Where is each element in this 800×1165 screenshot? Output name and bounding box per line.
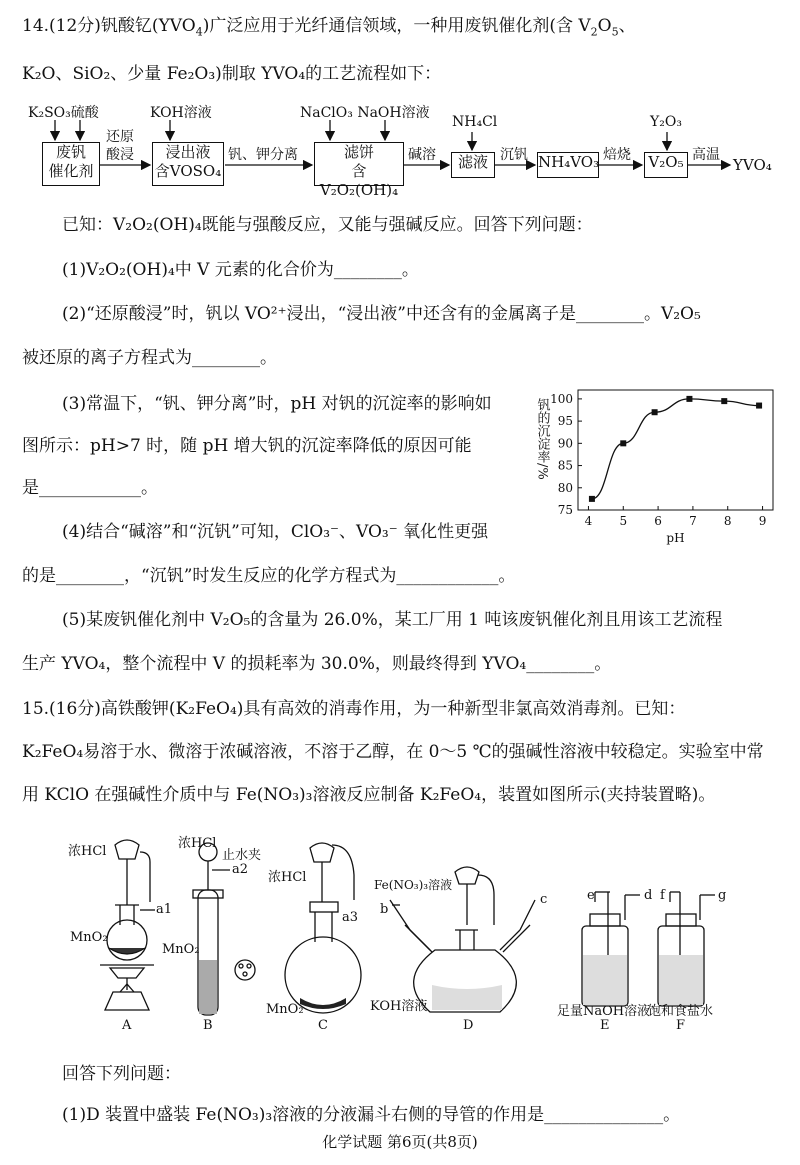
label-c-mno2: MnO₂ — [266, 1002, 304, 1017]
x-tick-label: 8 — [723, 514, 732, 528]
page-footer: 化学试题 第6页(共8页) — [322, 1133, 478, 1151]
label-b-clamp: 止水夹 — [222, 848, 262, 863]
apparatus-figure — [60, 830, 760, 1035]
x-tick-label: 4 — [584, 514, 593, 528]
q14-part4-line2: 的是________，“沉钒”时发生反应的化学方程式为____________。 — [22, 566, 516, 586]
label-d-fe: Fe(NO₃)₃溶液 — [374, 878, 453, 892]
y-tick-label: 90 — [557, 436, 573, 451]
q14-header: 14.(12分)钒酸钇$(YVO_4)$广泛应用于光纤通信领域，一种用废钒催化剂(含 $V_2O_5$、 — [22, 16, 636, 39]
y-tick-label: 75 — [557, 503, 573, 517]
flow-op-alkali: 碱溶 — [408, 147, 436, 163]
data-point — [721, 398, 727, 404]
label-a-mno2: MnO₂ — [70, 930, 108, 945]
flow-input-k2so3: K₂SO₃硫酸 — [28, 105, 99, 121]
process-flow-diagram — [0, 100, 800, 200]
flow-box-leachate: 浸出液 含VOSO₄ — [152, 142, 224, 186]
x-axis-label: pH — [666, 531, 685, 545]
q14-part1: (1)V₂O₂(OH)₄中 V 元素的化合价为________。 — [62, 260, 419, 280]
q15-line1: 15.(16分)高铁酸钾(K₂FeO₄)具有高效的消毒作用，为一种新型非氯高效消毒剂。已知： — [22, 699, 686, 719]
label-c-a3: a3 — [342, 910, 359, 925]
flow-op-high-temp: 高温 — [692, 147, 720, 163]
flow-box-v2o5: V₂O₅ — [644, 152, 688, 178]
label-a: A — [122, 1018, 132, 1033]
label-f-f: f — [660, 888, 665, 903]
label-e: E — [600, 1018, 610, 1033]
flow-box-nh4vo3: NH₄VO₃ — [537, 152, 599, 178]
x-tick-label: 7 — [689, 514, 697, 528]
data-point — [756, 403, 762, 409]
flow-box-filter-cake: 滤饼 含V₂O₂(OH)₄ — [314, 142, 404, 186]
label-a-hcl: 浓HCl — [68, 844, 107, 859]
data-point — [589, 496, 595, 502]
q15-part1: (1)D 装置中盛装 Fe(NO₃)₃溶液的分液漏斗右侧的导管的作用是______________。 — [62, 1105, 681, 1125]
apparatus-f — [658, 892, 715, 1006]
x-tick-label: 5 — [619, 514, 628, 528]
ph-precipitation-chart — [528, 382, 788, 547]
q14-part5-line1: (5)某废钒催化剂中 V₂O₅的含量为 26.0%，某工厂用 1 吨该废钒催化剂且用该工艺流程 — [62, 610, 723, 630]
chart-frame — [578, 390, 773, 510]
label-c: C — [318, 1018, 328, 1033]
flow-output-yvo4: YVO₄ — [733, 156, 772, 174]
label-c-hcl: 浓HCl — [268, 870, 307, 885]
label-b: B — [203, 1018, 213, 1033]
q14-line2: K₂O、SiO₂、少量 Fe₂O₃)制取 YVO₄的工艺流程如下： — [22, 64, 442, 84]
flow-op-separate: 钒、钾分离 — [228, 147, 298, 163]
flow-op-reduce: 还原 — [106, 129, 134, 145]
flow-op-roast: 焙烧 — [603, 147, 631, 163]
apparatus-e — [582, 892, 640, 1006]
q15-line3: 用 KClO 在强碱性介质中与 Fe(NO₃)₃溶液反应制备 K₂FeO₄，装置如图所示(夹持装置略)。 — [22, 785, 716, 805]
label-e-caption: 足量NaOH溶液 — [557, 1004, 651, 1019]
label-d-c: c — [540, 892, 548, 907]
q15-answer-intro: 回答下列问题： — [62, 1064, 181, 1084]
y-tick-label: 80 — [557, 480, 573, 495]
y-tick-label: 85 — [557, 458, 573, 473]
q14-part3-line2: 图所示：pH>7 时，随 pH 增大钒的沉淀率降低的原因可能 — [22, 436, 472, 456]
label-f: F — [676, 1018, 686, 1033]
q14-part3-line1: (3)常温下，“钒、钾分离”时，pH 对钒的沉淀率的影响如 — [62, 394, 492, 414]
label-f-caption: 饱和食盐水 — [648, 1004, 714, 1019]
label-b-hcl: 浓HCl — [178, 836, 217, 851]
q14-part2-line2: 被还原的离子方程式为________。 — [22, 348, 277, 368]
q14-part3-line3: 是____________。 — [22, 478, 158, 498]
flow-box-waste-catalyst: 废钒 催化剂 — [42, 142, 100, 186]
label-e-e: e — [587, 888, 595, 903]
x-tick-label: 9 — [758, 514, 767, 528]
y-axis-label: 钒的沉淀率/% — [534, 398, 550, 480]
y-tick-label: 100 — [550, 391, 573, 406]
label-b-mno2: MnO₂ — [162, 942, 200, 957]
label-f-g: g — [718, 888, 727, 903]
flow-op-acid-leach: 酸浸 — [106, 147, 134, 163]
y-tick-label: 95 — [557, 414, 573, 429]
label-d-b: b — [380, 902, 389, 917]
q14-part5-line2: 生产 YVO₄，整个流程中 V 的损耗率为 30.0%，则最终得到 YVO₄________。 — [22, 654, 612, 674]
flow-op-precipitate: 沉钒 — [500, 147, 528, 163]
series-line — [592, 399, 759, 499]
data-point — [686, 396, 692, 402]
q15-line2: K₂FeO₄易溶于水、微溶于浓碱溶液，不溶于乙醇，在 0～5 ℃的强碱性溶液中较稳定。实验室中常 — [22, 742, 764, 762]
flow-input-nh4cl: NH₄Cl — [452, 114, 498, 130]
label-d: D — [463, 1018, 474, 1033]
x-tick-label: 6 — [654, 514, 662, 528]
q14-part4-line1: (4)结合“碱溶”和“沉钒”可知，ClO₃⁻、VO₃⁻ 氧化性更强 — [62, 522, 489, 542]
label-d-koh: KOH溶液 — [370, 999, 428, 1014]
label-b-a2: a2 — [232, 862, 249, 877]
q14-known: 已知：V₂O₂(OH)₄既能与强酸反应，又能与强碱反应。回答下列问题： — [62, 215, 593, 235]
label-e-d: d — [644, 888, 653, 903]
data-point — [620, 440, 626, 446]
label-a-a1: a1 — [156, 902, 173, 917]
apparatus-a — [100, 840, 155, 1010]
flow-box-filtrate: 滤液 — [451, 152, 495, 178]
data-point — [652, 409, 658, 415]
flow-input-koh: KOH溶液 — [150, 105, 212, 121]
q14-part2-line1: (2)“还原酸浸”时，钒以 VO²⁺浸出，“浸出液”中还含有的金属离子是________。V₂O₅ — [62, 304, 701, 324]
flow-input-naclo3: NaClO₃ NaOH溶液 — [300, 105, 430, 121]
chart-svg — [528, 382, 788, 547]
flow-input-y2o3: Y₂O₃ — [650, 114, 682, 130]
